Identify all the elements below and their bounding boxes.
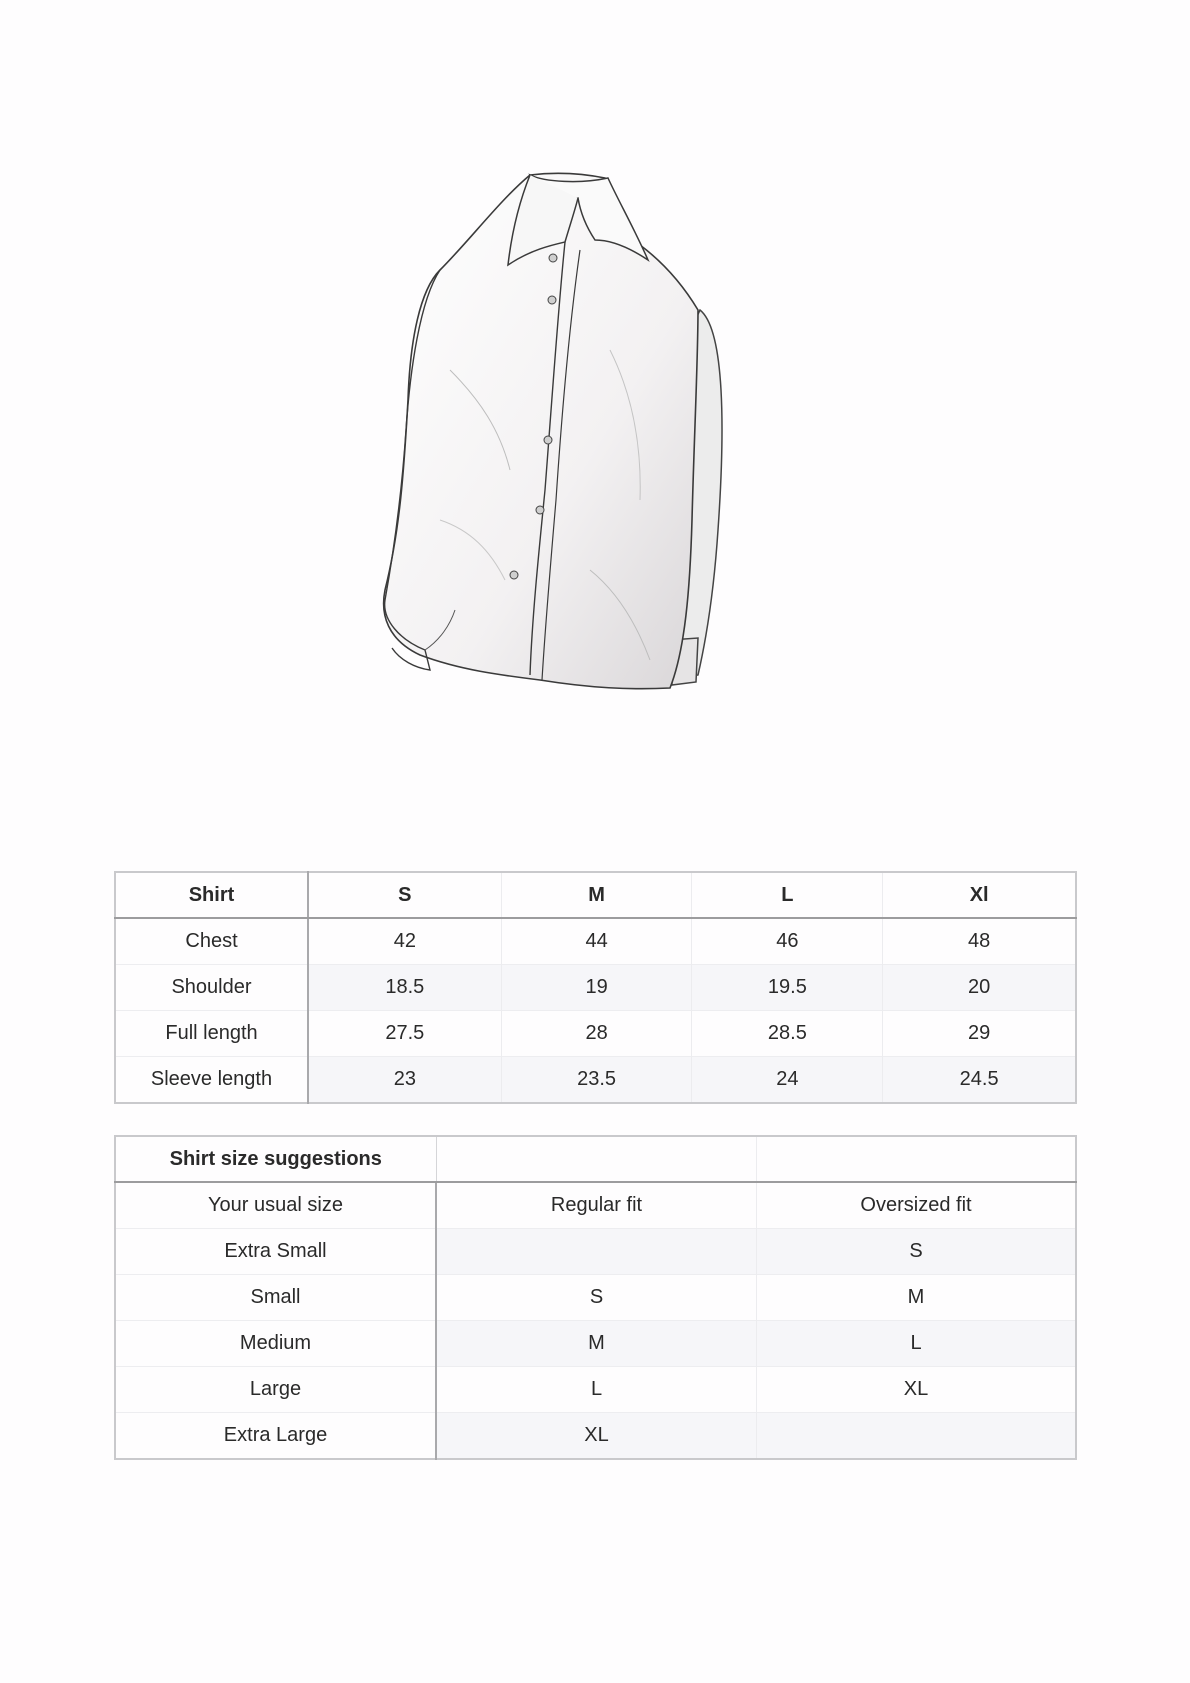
table-row: [115, 1057, 1076, 1104]
table-cell: 23.5: [501, 1057, 692, 1104]
header-cell-usual-size: Your usual size: [115, 1182, 436, 1229]
table-cell: S: [436, 1275, 757, 1321]
header-cell-s: S: [308, 872, 501, 918]
table-cell: L: [757, 1321, 1077, 1367]
row-label-chest: Chest: [115, 918, 308, 965]
table-cell: 18.5: [308, 965, 501, 1011]
table-cell: [436, 1136, 757, 1182]
table-cell: [757, 1136, 1077, 1182]
table-row: [115, 1367, 1076, 1413]
table-cell: 29: [883, 1011, 1076, 1057]
table-cell: 44: [501, 918, 692, 965]
table-row: [115, 918, 1076, 965]
row-label: Small: [115, 1275, 436, 1321]
row-label: Extra Small: [115, 1229, 436, 1275]
table-cell: 28.5: [692, 1011, 883, 1057]
table-cell: 19: [501, 965, 692, 1011]
row-label: Medium: [115, 1321, 436, 1367]
header-cell-xl: Xl: [883, 872, 1076, 918]
table-cell: 24: [692, 1057, 883, 1104]
table-cell: 48: [883, 918, 1076, 965]
row-label: Extra Large: [115, 1413, 436, 1460]
suggestion-header-row: [115, 1182, 1076, 1229]
table-cell: XL: [757, 1367, 1077, 1413]
size-suggestion-table: [114, 1135, 1077, 1460]
table-row: [115, 1275, 1076, 1321]
table-cell: 19.5: [692, 965, 883, 1011]
header-cell-oversized-fit: Oversized fit: [757, 1182, 1077, 1229]
table-cell: 20: [883, 965, 1076, 1011]
table-cell: [436, 1229, 757, 1275]
table-cell: M: [757, 1275, 1077, 1321]
table-row: [115, 1413, 1076, 1460]
table-cell: L: [436, 1367, 757, 1413]
table-cell: M: [436, 1321, 757, 1367]
table-cell: 46: [692, 918, 883, 965]
row-label: Large: [115, 1367, 436, 1413]
header-cell-shirt: Shirt: [115, 872, 308, 918]
table-cell: 27.5: [308, 1011, 501, 1057]
table-cell: 24.5: [883, 1057, 1076, 1104]
suggestion-table-title: Shirt size suggestions: [115, 1136, 436, 1182]
size-chart-table: [114, 871, 1077, 1104]
table-row: [115, 965, 1076, 1011]
shirt-illustration-icon: [380, 170, 770, 740]
table-row: [115, 1321, 1076, 1367]
row-label-shoulder: Shoulder: [115, 965, 308, 1011]
table-cell: XL: [436, 1413, 757, 1460]
table-row: [115, 1011, 1076, 1057]
row-label-full-length: Full length: [115, 1011, 308, 1057]
row-label-sleeve-length: Sleeve length: [115, 1057, 308, 1104]
table-cell: S: [757, 1229, 1077, 1275]
suggestion-title-row: [115, 1136, 1076, 1182]
table-cell: 42: [308, 918, 501, 965]
table-cell: 23: [308, 1057, 501, 1104]
table-row: [115, 1229, 1076, 1275]
table-cell: [757, 1413, 1077, 1460]
header-cell-m: M: [501, 872, 692, 918]
table-cell: 28: [501, 1011, 692, 1057]
header-cell-regular-fit: Regular fit: [436, 1182, 757, 1229]
size-chart-header-row: [115, 872, 1076, 918]
header-cell-l: L: [692, 872, 883, 918]
